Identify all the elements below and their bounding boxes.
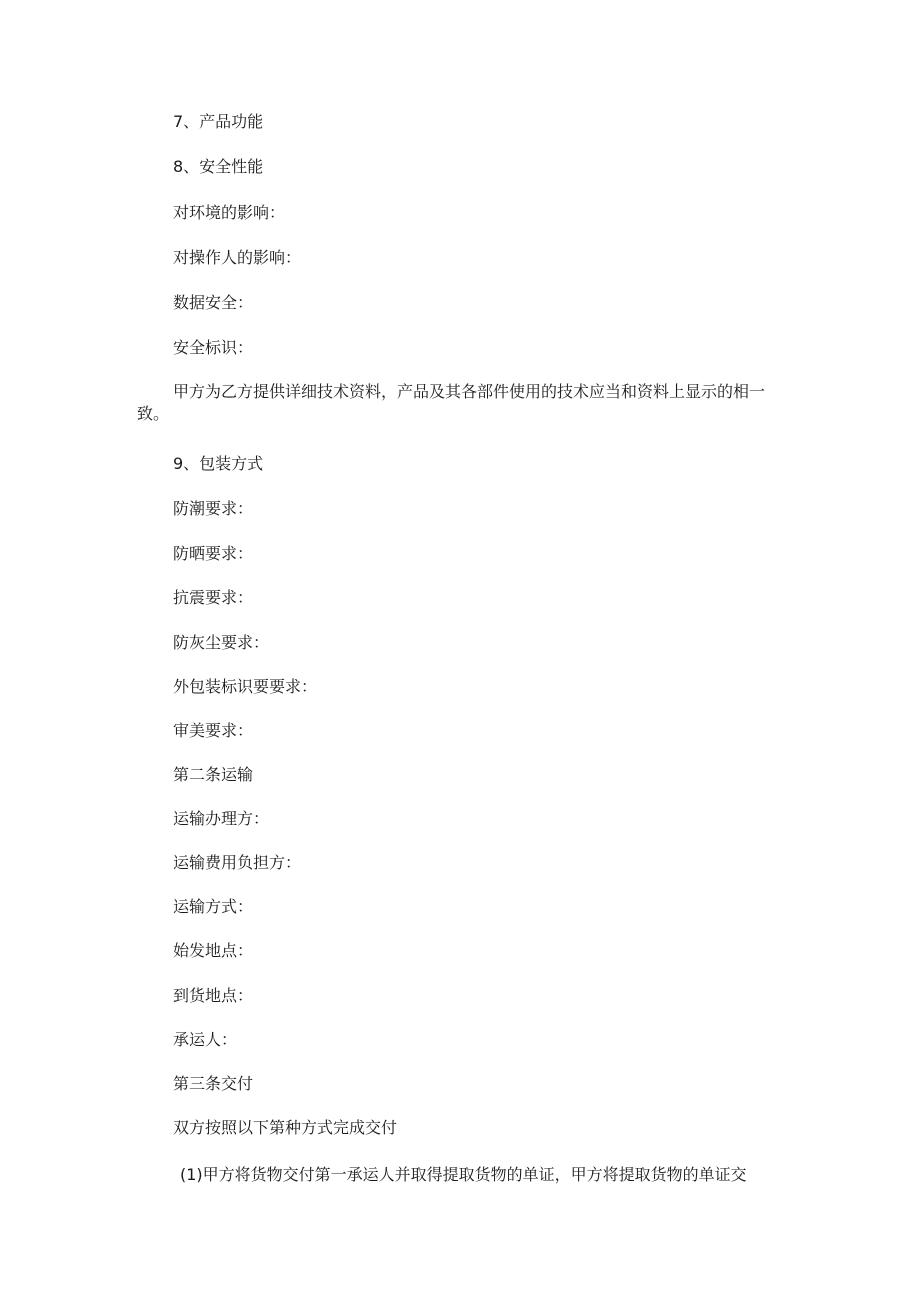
field-data-security: 数据安全： [173,293,254,312]
field-carrier: 承运人： [173,1030,238,1049]
section-heading-packaging: 9、包装方式 [173,454,264,473]
field-transport-cost-bearer: 运输费用负担方： [173,853,302,872]
field-environment-impact: 对环境的影响： [173,203,286,222]
field-moisture-proof: 防潮要求： [173,499,254,518]
article-heading-transport: 第二条运输 [173,765,254,784]
field-aesthetic: 审美要求： [173,721,254,740]
paragraph-technical-data-text: 甲方为乙方提供详细技术资料，产品及其各部件使用的技术应当和资料上显示的相一致。 [137,382,766,423]
field-origin: 始发地点： [173,941,254,960]
section-heading-product-function: 7、产品功能 [173,112,264,131]
field-dust-proof: 防灰尘要求： [173,633,270,652]
field-sun-proof: 防晒要求： [173,544,254,563]
field-transport-handler: 运输办理方： [173,809,270,828]
field-shock-proof: 抗震要求： [173,588,254,607]
delivery-method-intro: 双方按照以下第种方式完成交付 [173,1118,398,1137]
field-outer-packaging-marking: 外包装标识要要求： [173,677,318,696]
article-heading-delivery: 第三条交付 [173,1074,254,1093]
field-transport-mode: 运输方式： [173,897,254,916]
section-heading-safety-performance: 8、安全性能 [173,157,264,176]
field-operator-impact: 对操作人的影响： [173,248,302,267]
delivery-clause-1: (1)甲方将货物交付第一承运人并取得提取货物的单证，甲方将提取货物的单证交 [180,1165,747,1184]
field-safety-marking: 安全标识： [173,338,254,357]
paragraph-technical-data [137,381,787,425]
field-destination: 到货地点： [173,986,254,1005]
